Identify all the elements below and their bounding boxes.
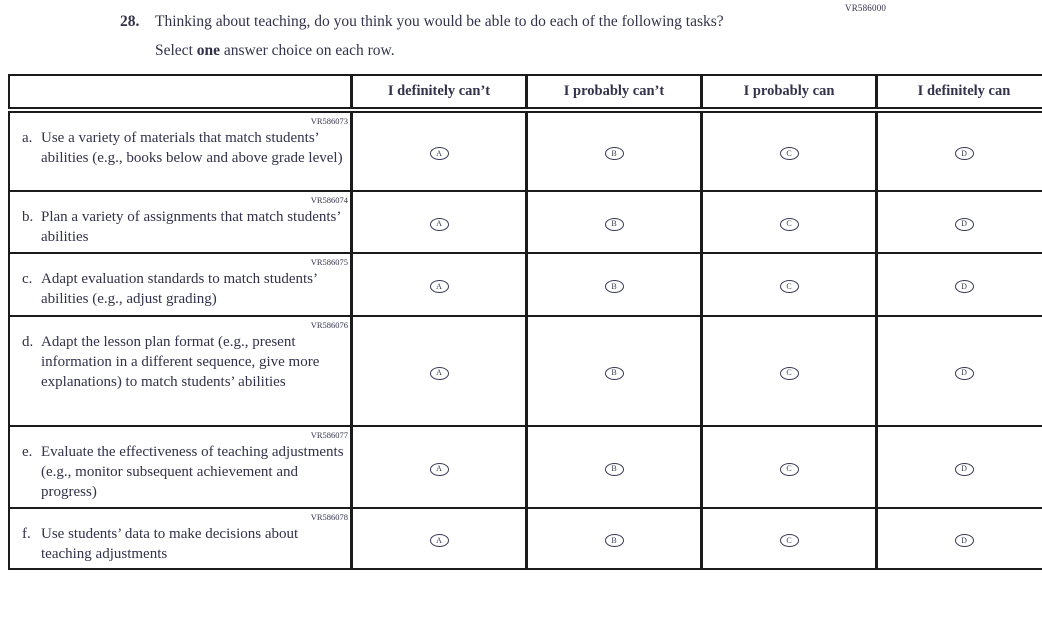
- instruction-prefix: Select: [155, 42, 197, 59]
- answer-cell: [877, 110, 1042, 191]
- bubble-letter: A: [436, 281, 442, 291]
- bubble-letter: C: [786, 219, 792, 228]
- row-code: VR586076: [310, 320, 348, 330]
- answer-cell: [352, 316, 527, 426]
- bubble-letter: B: [611, 148, 617, 158]
- answer-cell: [352, 191, 527, 253]
- answer-bubble-d[interactable]: [955, 534, 974, 547]
- row-letter: d.: [22, 334, 34, 350]
- answer-cell: [352, 253, 527, 316]
- answer-cell: [702, 316, 877, 426]
- instruction-text: [155, 41, 785, 61]
- answer-bubble-d[interactable]: [955, 280, 974, 293]
- row-code: VR586078: [310, 512, 348, 522]
- table-row-b: [9, 191, 1042, 253]
- answer-cell: [702, 191, 877, 253]
- answer-cell: [527, 110, 702, 191]
- answer-bubble-d[interactable]: [955, 463, 974, 476]
- answer-bubble-a[interactable]: [430, 280, 449, 293]
- bubble-letter: A: [436, 464, 442, 473]
- answer-bubble-d[interactable]: [955, 218, 974, 231]
- answer-bubble-b[interactable]: [605, 534, 624, 547]
- table-row-f: [9, 508, 1042, 569]
- answer-cell: [877, 191, 1042, 253]
- bubble-letter: B: [611, 464, 617, 473]
- row-label-cell: [9, 426, 352, 508]
- answer-bubble-b[interactable]: [605, 280, 624, 293]
- row-letter: a.: [22, 130, 33, 146]
- row-label: [10, 332, 350, 392]
- row-label: [10, 207, 350, 247]
- answer-cell: [877, 426, 1042, 508]
- answer-bubble-a[interactable]: [430, 218, 449, 231]
- instruction-bold-word: one: [196, 42, 220, 59]
- bubble-letter: C: [786, 368, 792, 377]
- answer-cell: [527, 508, 702, 569]
- row-label-text: Use a variety of materials that match students’ abilities (e.g., books below and above grade level): [41, 130, 343, 166]
- row-code: VR586074: [310, 195, 348, 205]
- bubble-letter: D: [961, 464, 967, 473]
- table-row-e: [9, 426, 1042, 508]
- table-row-c: [9, 253, 1042, 316]
- answer-bubble-c[interactable]: [780, 367, 799, 380]
- answer-table: [8, 74, 1042, 570]
- answer-bubble-d[interactable]: [955, 367, 974, 380]
- answer-bubble-c[interactable]: [780, 280, 799, 293]
- row-label-cell: [9, 253, 352, 316]
- row-letter: f.: [22, 526, 31, 542]
- row-label: [10, 442, 350, 502]
- answer-cell: [527, 191, 702, 253]
- column-header-probably-cant: I probably can’t: [527, 75, 702, 110]
- answer-bubble-a[interactable]: [430, 534, 449, 547]
- bubble-letter: C: [786, 535, 792, 545]
- table-row-d: [9, 316, 1042, 426]
- bubble-letter: D: [961, 281, 967, 291]
- column-header-definitely-cant: I definitely can’t: [352, 75, 527, 110]
- row-letter: c.: [22, 271, 33, 287]
- bubble-letter: A: [436, 148, 442, 158]
- answer-cell: [352, 110, 527, 191]
- bubble-letter: B: [611, 535, 617, 545]
- bubble-letter: B: [611, 368, 617, 377]
- bubble-letter: D: [961, 219, 967, 228]
- answer-bubble-a[interactable]: [430, 367, 449, 380]
- row-label-text: Evaluate the effectiveness of teaching adjustments (e.g., monitor subsequent achievement and progress): [41, 444, 344, 500]
- answer-cell: [527, 316, 702, 426]
- answer-bubble-c[interactable]: [780, 147, 799, 160]
- row-label-text: Adapt the lesson plan format (e.g., present information in a different sequence, give more explanations) to match students’ abilities: [41, 334, 320, 390]
- bubble-letter: A: [436, 219, 442, 228]
- answer-bubble-a[interactable]: [430, 147, 449, 160]
- bubble-letter: C: [786, 464, 792, 473]
- answer-cell: [877, 316, 1042, 426]
- bubble-letter: D: [961, 148, 967, 158]
- bubble-letter: B: [611, 281, 617, 291]
- bubble-letter: A: [436, 535, 442, 545]
- bubble-letter: A: [436, 368, 442, 377]
- row-code: VR586073: [310, 116, 348, 126]
- answer-cell: [527, 426, 702, 508]
- row-code: VR586077: [310, 430, 348, 440]
- bubble-letter: C: [786, 148, 792, 158]
- answer-bubble-c[interactable]: [780, 534, 799, 547]
- answer-bubble-b[interactable]: [605, 147, 624, 160]
- answer-bubble-b[interactable]: [605, 463, 624, 476]
- row-label-text: Plan a variety of assignments that match students’ abilities: [41, 209, 341, 245]
- bubble-letter: D: [961, 368, 967, 377]
- question-number: 28.: [120, 13, 140, 30]
- answer-cell: [702, 110, 877, 191]
- row-label-text: Use students’ data to make decisions about teaching adjustments: [41, 526, 299, 562]
- answer-cell: [352, 508, 527, 569]
- answer-bubble-b[interactable]: [605, 218, 624, 231]
- answer-bubble-c[interactable]: [780, 463, 799, 476]
- answer-cell: [877, 508, 1042, 569]
- question-block: [120, 0, 1042, 61]
- row-label-text: Adapt evaluation standards to match students’ abilities (e.g., adjust grading): [41, 271, 317, 307]
- bubble-letter: B: [611, 219, 617, 228]
- row-label: [10, 128, 350, 168]
- label-column-header: [9, 75, 352, 110]
- answer-cell: [527, 253, 702, 316]
- row-code: VR586075: [310, 257, 348, 267]
- answer-cell: [702, 426, 877, 508]
- answer-cell: [702, 253, 877, 316]
- row-label-cell: [9, 508, 352, 569]
- bubble-letter: D: [961, 535, 967, 545]
- header-row: [9, 75, 1042, 110]
- row-label: [10, 524, 350, 564]
- answer-bubble-b[interactable]: [605, 367, 624, 380]
- column-header-definitely-can: I definitely can: [877, 75, 1042, 110]
- answer-bubble-a[interactable]: [430, 463, 449, 476]
- table-row-a: [9, 110, 1042, 191]
- form-code: VR586000: [845, 3, 887, 13]
- row-label: [10, 269, 350, 309]
- column-header-probably-can: I probably can: [702, 75, 877, 110]
- bubble-letter: C: [786, 281, 792, 291]
- instruction-suffix: answer choice on each row.: [220, 42, 395, 59]
- row-letter: e.: [22, 444, 33, 460]
- row-label-cell: [9, 316, 352, 426]
- answer-bubble-d[interactable]: [955, 147, 974, 160]
- question-body: [155, 12, 785, 61]
- answer-bubble-c[interactable]: [780, 218, 799, 231]
- answer-cell: [702, 508, 877, 569]
- row-label-cell: [9, 191, 352, 253]
- row-label-cell: [9, 110, 352, 191]
- row-letter: b.: [22, 209, 34, 225]
- answer-cell: [352, 426, 527, 508]
- question-text: Thinking about teaching, do you think you would be able to do each of the following tasks?: [155, 13, 724, 30]
- answer-cell: [877, 253, 1042, 316]
